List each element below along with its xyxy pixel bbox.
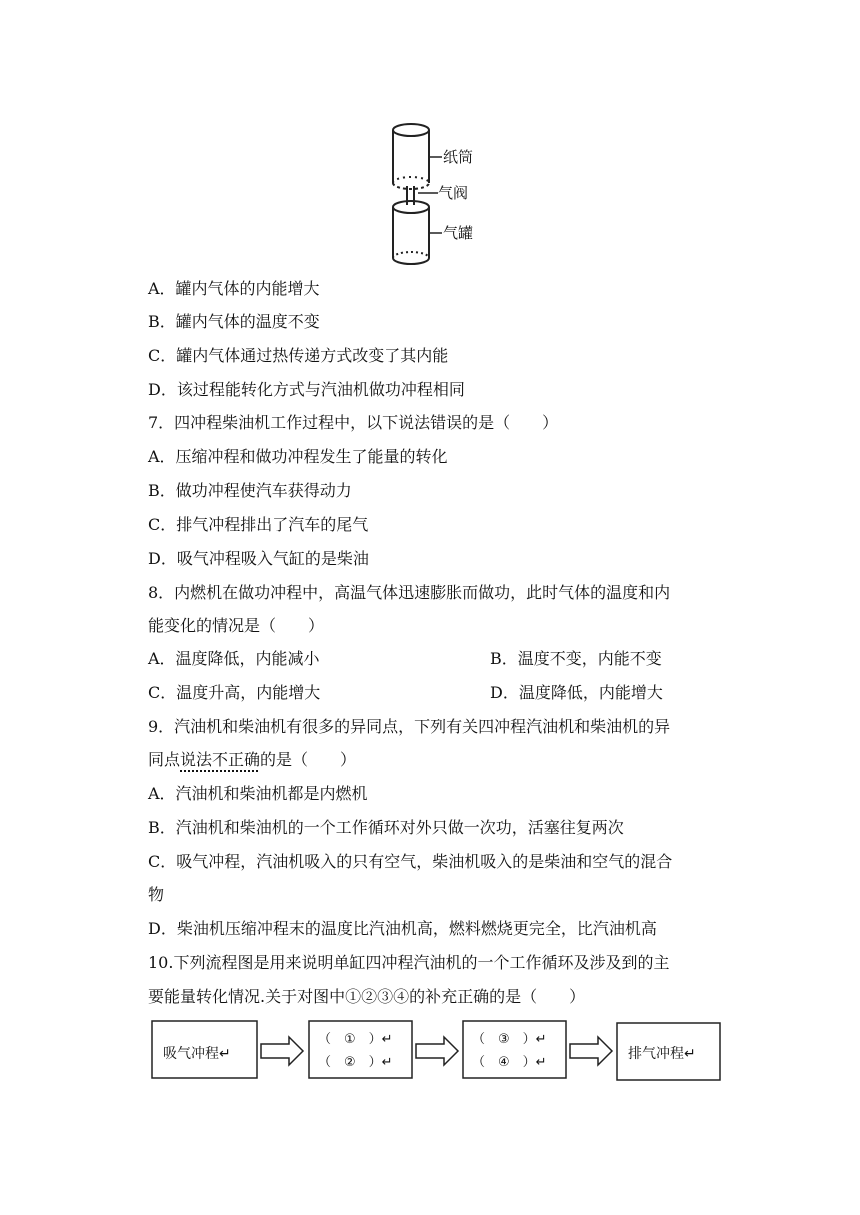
flow-box-3-line1: （ ③ ）↵ xyxy=(472,1032,547,1047)
q9-option-b: B．汽油机和柴油机的一个工作循环对外只做一次功，活塞往复两次 xyxy=(148,818,624,837)
q9-stem-text-b: 的是（ ） xyxy=(260,750,357,769)
q10-stem-line1: 10.下列流程图是用来说明单缸四冲程汽油机的一个工作循环及涉及到的主 xyxy=(148,953,670,972)
flow-arrow-1 xyxy=(261,1037,303,1065)
tank-label: 气罐 xyxy=(443,224,474,242)
q8-option-d: D．温度降低，内能增大 xyxy=(490,683,663,702)
flow-chart xyxy=(0,1015,860,1105)
flow-arrow-2 xyxy=(416,1037,458,1065)
flow-box-2-line1: （ ① ）↵ xyxy=(318,1032,393,1047)
flow-box-2-line2: （ ② ）↵ xyxy=(318,1055,393,1070)
paper-tube-shape xyxy=(393,124,429,189)
q6-option-d: D．该过程能转化方式与汽油机做功冲程相同 xyxy=(148,380,465,399)
valve-label: 气阀 xyxy=(438,184,469,202)
q8-option-a: A．温度降低，内能减小 xyxy=(148,649,320,668)
gas-tank-shape xyxy=(393,201,429,264)
q7-option-d: D．吸气冲程吸入气缸的是柴油 xyxy=(148,549,369,568)
q9-option-c: C．吸气冲程，汽油机吸入的只有空气，柴油机吸入的是柴油和空气的混合 xyxy=(148,852,673,871)
q8-option-b: B．温度不变，内能不变 xyxy=(490,649,662,668)
q6-option-c: C．罐内气体通过热传递方式改变了其内能 xyxy=(148,346,449,365)
q9-option-c-wrap: 物 xyxy=(148,885,165,904)
q9-option-d: D．柴油机压缩冲程末的温度比汽油机高，燃料燃烧更完全，比汽油机高 xyxy=(148,919,657,938)
q7-option-c: C．排气冲程排出了汽车的尾气 xyxy=(148,515,369,534)
flow-box-intake-label: 吸气冲程↵ xyxy=(163,1046,231,1062)
q6-option-b: B．罐内气体的温度不变 xyxy=(148,312,320,331)
q9-option-a: A．汽油机和柴油机都是内燃机 xyxy=(148,784,368,803)
q8-stem-line2: 能变化的情况是（ ） xyxy=(148,616,325,635)
q7-option-a: A．压缩冲程和做功冲程发生了能量的转化 xyxy=(148,447,448,466)
q9-stem-line1: 9．汽油机和柴油机有很多的异同点，下列有关四冲程汽油机和柴油机的异 xyxy=(148,717,671,736)
q8-stem-line1: 8．内燃机在做功冲程中，高温气体迅速膨胀而做功，此时气体的温度和内 xyxy=(148,583,671,602)
q9-stem-text-a: 同点 xyxy=(148,750,181,769)
flow-box-3-line2: （ ④ ）↵ xyxy=(472,1055,547,1070)
q6-option-a: A．罐内气体的内能增大 xyxy=(148,279,320,298)
gas-tank-figure xyxy=(0,0,860,270)
flow-box-exhaust-label: 排气冲程↵ xyxy=(628,1046,696,1062)
q10-stem-line2: 要能量转化情况.关于对图中①②③④的补充正确的是（ ） xyxy=(148,987,586,1006)
q7-stem: 7．四冲程柴油机工作过程中，以下说法错误的是（ ） xyxy=(148,413,559,432)
q9-stem-emphasis: 说法不正确 xyxy=(180,750,261,769)
flow-arrow-3 xyxy=(570,1037,612,1065)
paper-tube-label: 纸筒 xyxy=(443,148,474,166)
q8-option-c: C．温度升高，内能增大 xyxy=(148,683,321,702)
q7-option-b: B．做功冲程使汽车获得动力 xyxy=(148,481,352,500)
q9-stem-line2 xyxy=(148,750,356,770)
